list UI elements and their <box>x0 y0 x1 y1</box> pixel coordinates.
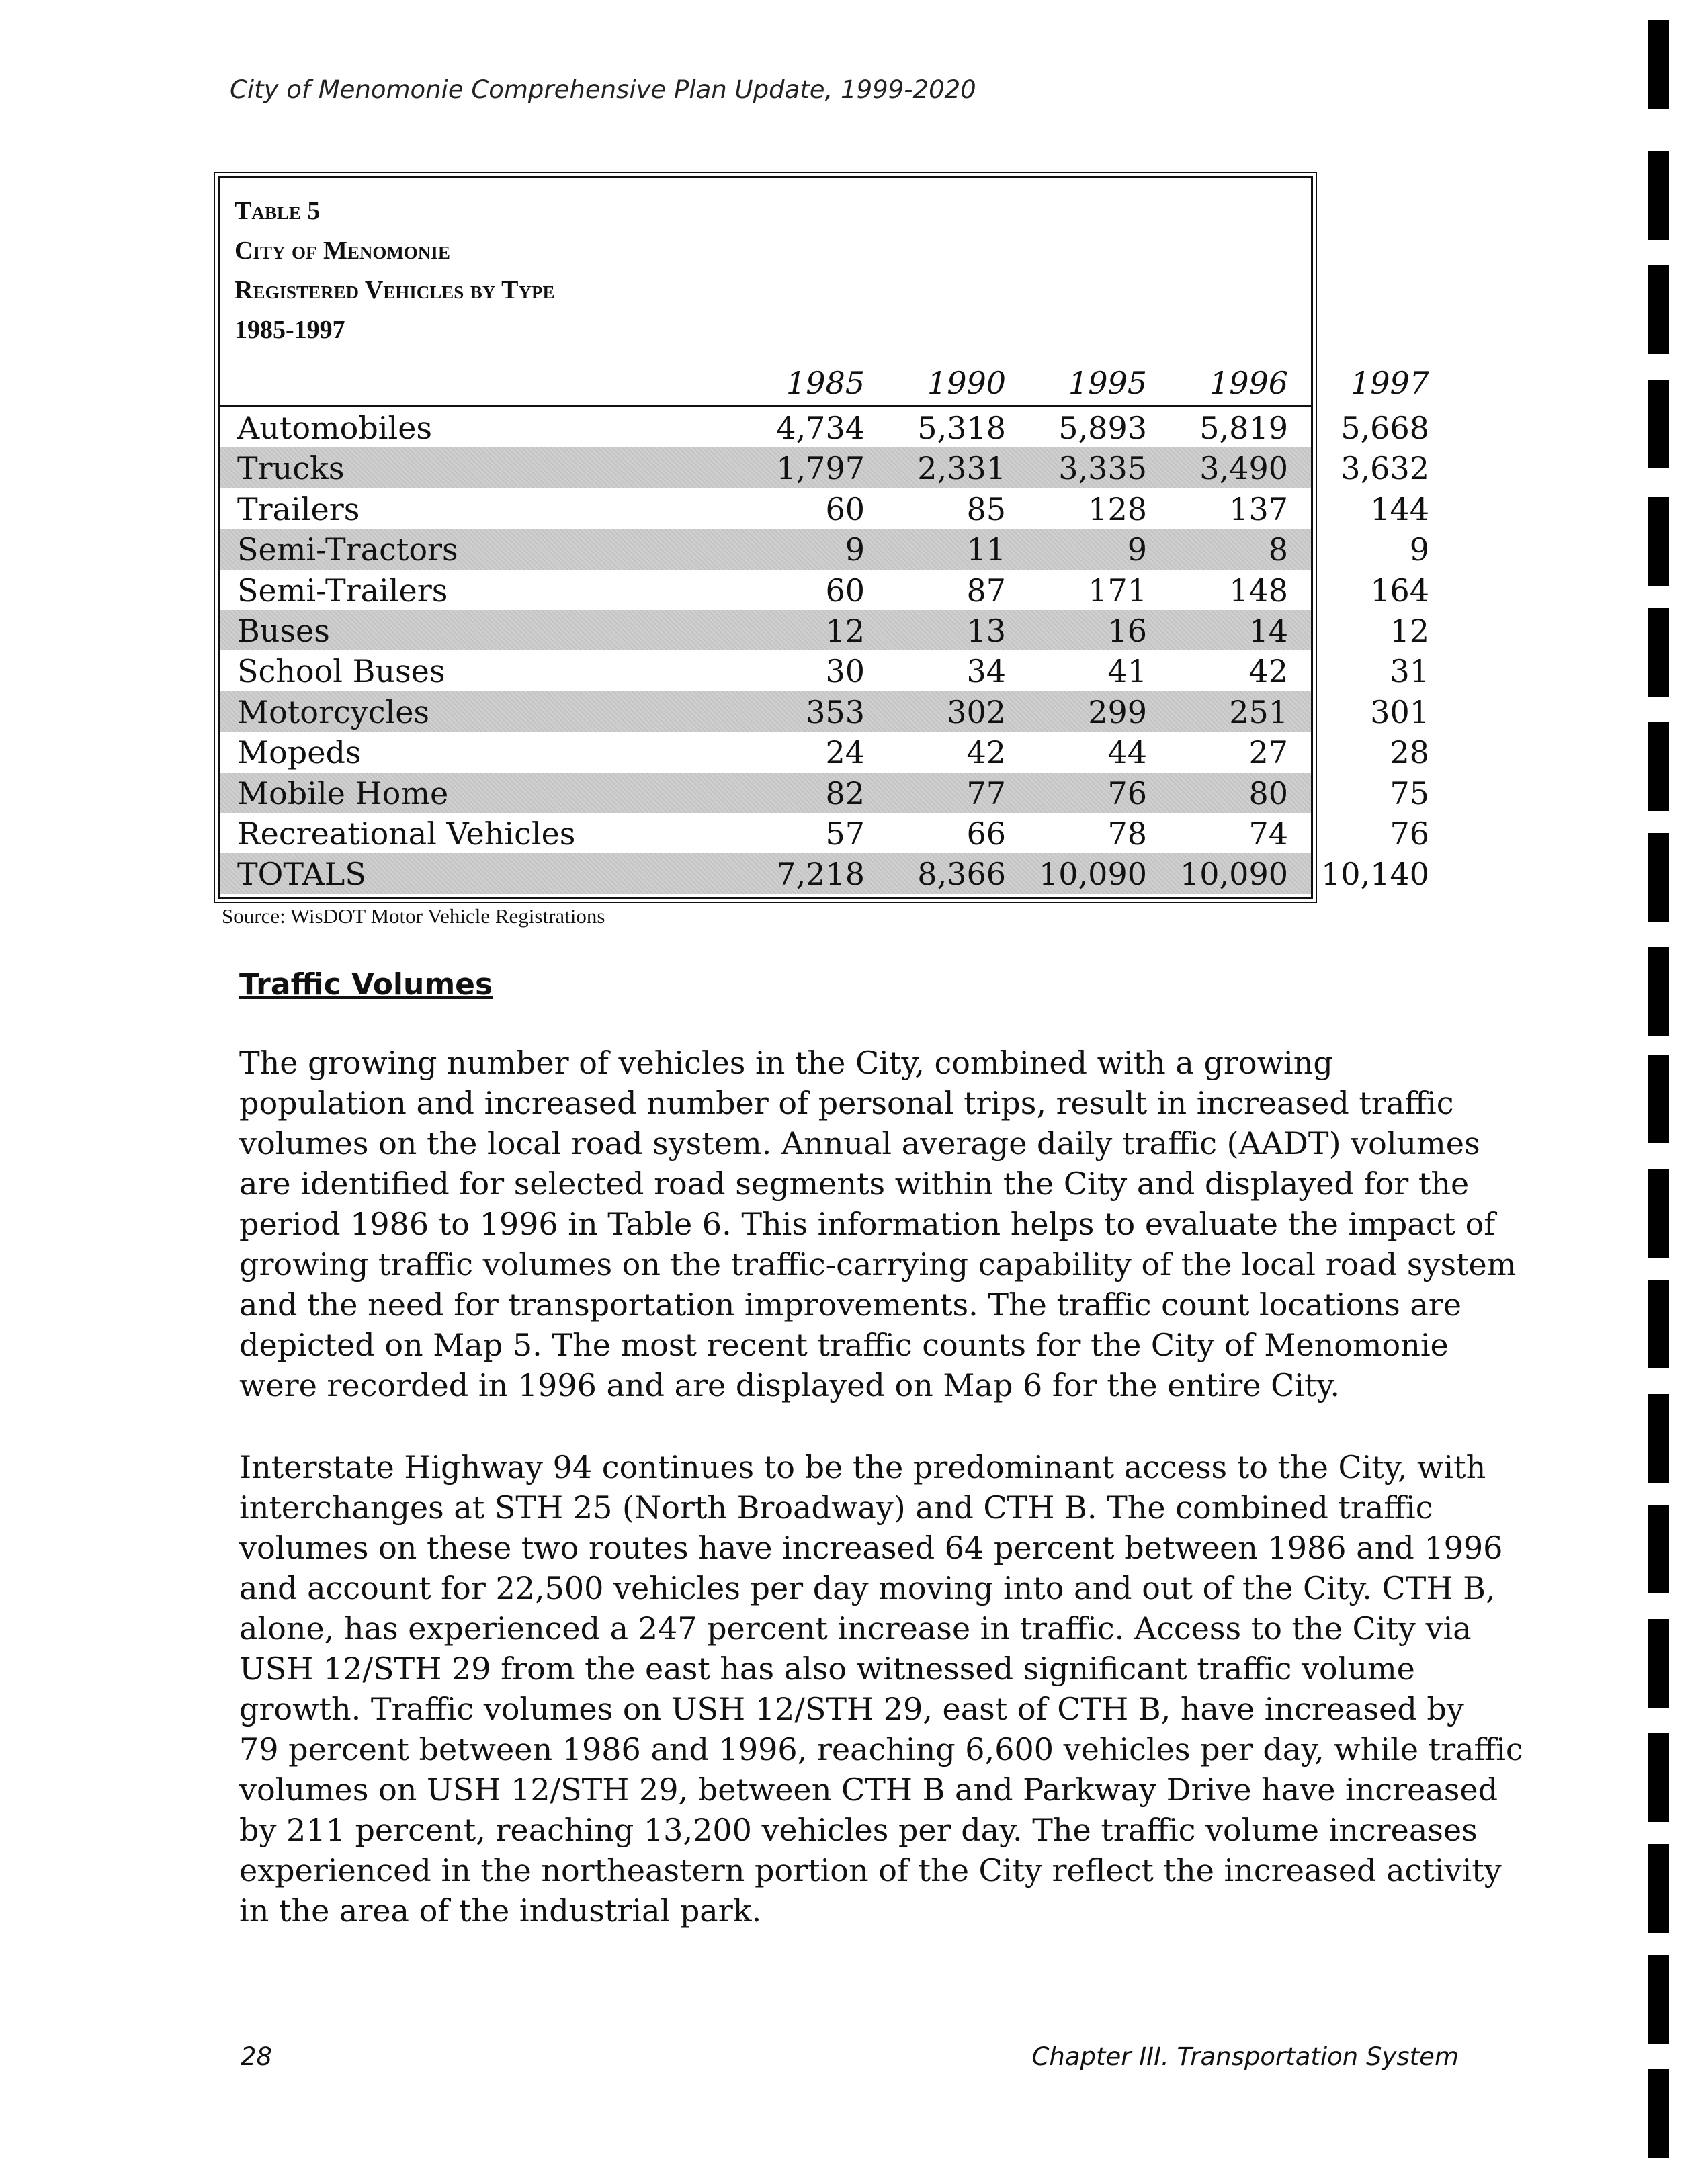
row-label: TOTALS <box>237 856 366 893</box>
table-cell: 8,366 <box>917 856 1006 893</box>
row-label: School Buses <box>237 653 445 690</box>
table-title-line: Registered Vehicles by Type <box>235 276 555 304</box>
row-label: Mobile Home <box>237 775 449 812</box>
binding-mark <box>1648 1394 1669 1483</box>
paragraph <box>239 1447 1523 1931</box>
table-cell: 251 <box>1229 693 1288 730</box>
table-cell: 11 <box>966 531 1006 568</box>
paragraph-line: Interstate Highway 94 continues to be the predominant access to the City, with <box>239 1449 1486 1485</box>
column-header-year: 1997 <box>1350 365 1429 401</box>
binding-mark <box>1648 497 1669 586</box>
binding-marks <box>1648 0 1674 2184</box>
table-cell: 10,140 <box>1321 856 1429 893</box>
table-cell: 7,218 <box>776 856 865 893</box>
table-source-note: Source: WisDOT Motor Vehicle Registrations <box>222 904 605 928</box>
paragraph-line: interchanges at STH 25 (North Broadway) and CTH B. The combined traffic <box>239 1489 1433 1526</box>
table-cell: 85 <box>966 490 1006 527</box>
table-row <box>220 691 1429 732</box>
table-cell: 14 <box>1248 612 1288 649</box>
paragraph-line: USH 12/STH 29 from the east has also witnessed significant traffic volume <box>239 1651 1415 1687</box>
page-number: 28 <box>241 2042 273 2071</box>
binding-mark <box>1648 1505 1669 1593</box>
table-cell: 3,632 <box>1341 450 1429 487</box>
table-cell: 13 <box>966 612 1006 649</box>
row-label: Mopeds <box>237 734 362 771</box>
table-cell: 5,668 <box>1341 410 1429 446</box>
paragraph-line: volumes on USH 12/STH 29, between CTH B and Parkway Drive have increased <box>239 1772 1498 1808</box>
table-cell: 80 <box>1248 775 1288 812</box>
row-label: Recreational Vehicles <box>237 815 576 852</box>
table-cell: 5,893 <box>1058 410 1147 446</box>
binding-mark <box>1648 1733 1669 1822</box>
row-label: Trucks <box>237 450 345 487</box>
binding-mark <box>1648 1169 1669 1258</box>
paragraph-line: depicted on Map 5. The most recent traffic counts for the City of Menomonie <box>239 1327 1449 1363</box>
table-cell: 27 <box>1248 734 1288 771</box>
table-cell: 76 <box>1107 775 1147 812</box>
row-label: Motorcycles <box>237 693 430 730</box>
table-body <box>220 407 1429 894</box>
binding-mark <box>1648 947 1669 1036</box>
table-cell: 76 <box>1390 815 1429 852</box>
paragraph-line: volumes on the local road system. Annual average daily traffic (AADT) volumes <box>239 1125 1480 1162</box>
chapter-footer: Chapter III. Transportation System <box>1031 2042 1459 2071</box>
table-cell: 77 <box>966 775 1006 812</box>
table-cell: 30 <box>825 653 865 690</box>
paragraph-line: growth. Traffic volumes on USH 12/STH 29, east of CTH B, have increased by <box>239 1691 1464 1727</box>
table-title <box>235 191 554 350</box>
table-row <box>220 488 1429 529</box>
row-label: Semi-Tractors <box>237 531 458 568</box>
table-cell: 60 <box>825 490 865 527</box>
table-cell: 57 <box>825 815 865 852</box>
table-cell: 82 <box>825 775 865 812</box>
table-row <box>220 773 1429 813</box>
table-cell: 31 <box>1390 653 1429 690</box>
table-title-line: 1985-1997 <box>235 316 345 344</box>
binding-mark <box>1648 1619 1669 1708</box>
table-cell: 10,090 <box>1180 856 1288 893</box>
table-cell: 12 <box>1390 612 1429 649</box>
row-label: Semi-Trailers <box>237 572 448 609</box>
table-title-line: Table 5 <box>235 197 321 225</box>
paragraph-line: alone, has experienced a 247 percent increase in traffic. Access to the City via <box>239 1610 1472 1647</box>
table-row <box>220 610 1429 650</box>
paragraph-line: period 1986 to 1996 in Table 6. This information helps to evaluate the impact of <box>239 1206 1496 1242</box>
table-cell: 34 <box>966 653 1006 690</box>
section-heading: Traffic Volumes <box>239 967 493 1002</box>
table-cell: 144 <box>1370 490 1429 527</box>
table-column-headers <box>220 365 1429 407</box>
table-row <box>220 813 1429 853</box>
table-row <box>220 447 1429 488</box>
table-cell: 3,335 <box>1058 450 1147 487</box>
table-cell: 74 <box>1248 815 1288 852</box>
table-cell: 4,734 <box>776 410 865 446</box>
column-header-year: 1996 <box>1209 365 1288 401</box>
table-cell: 41 <box>1107 653 1147 690</box>
table-row <box>220 732 1429 772</box>
table-cell: 42 <box>966 734 1006 771</box>
table-cell: 3,490 <box>1199 450 1288 487</box>
column-header-year: 1995 <box>1068 365 1147 401</box>
table-cell: 28 <box>1390 734 1429 771</box>
binding-mark <box>1648 380 1669 468</box>
paragraph-line: and account for 22,500 vehicles per day moving into and out of the City. CTH B, <box>239 1570 1496 1606</box>
paragraph-line: volumes on these two routes have increased 64 percent between 1986 and 1996 <box>239 1530 1503 1566</box>
paragraph <box>239 1043 1517 1405</box>
binding-mark <box>1648 151 1669 240</box>
table-row <box>220 529 1429 569</box>
table-cell: 9 <box>1409 531 1429 568</box>
binding-mark <box>1648 1280 1669 1368</box>
paragraph-line: The growing number of vehicles in the City, combined with a growing <box>239 1045 1333 1081</box>
table-cell: 302 <box>947 693 1006 730</box>
table-cell: 75 <box>1390 775 1429 812</box>
row-label: Buses <box>237 612 330 649</box>
paragraph-line: and the need for transportation improvements. The traffic count locations are <box>239 1286 1461 1323</box>
binding-mark <box>1648 608 1669 697</box>
table-cell: 5,819 <box>1199 410 1288 446</box>
paragraph-line: growing traffic volumes on the traffic-carrying capability of the local road system <box>239 1246 1517 1282</box>
table-row <box>220 570 1429 610</box>
table-cell: 5,318 <box>917 410 1006 446</box>
paragraph-line: 79 percent between 1986 and 1996, reaching 6,600 vehicles per day, while traffic <box>239 1731 1523 1767</box>
paragraph-line: experienced in the northeastern portion of the City reflect the increased activity <box>239 1852 1502 1888</box>
table-cell: 128 <box>1088 490 1147 527</box>
table-cell: 171 <box>1088 572 1147 609</box>
table-cell: 301 <box>1370 693 1429 730</box>
running-header: City of Menomonie Comprehensive Plan Update, 1999-2020 <box>230 75 976 104</box>
table-cell: 10,090 <box>1039 856 1147 893</box>
table-row <box>220 407 1429 447</box>
row-label: Trailers <box>237 490 360 527</box>
binding-mark <box>1648 1055 1669 1143</box>
table-row <box>220 650 1429 691</box>
table-cell: 2,331 <box>917 450 1006 487</box>
row-label: Automobiles <box>237 410 433 446</box>
paragraph-line: are identified for selected road segments within the City and displayed for the <box>239 1166 1470 1202</box>
table-cell: 66 <box>966 815 1006 852</box>
binding-mark <box>1648 2069 1669 2158</box>
table-cell: 299 <box>1088 693 1147 730</box>
table-cell: 12 <box>825 612 865 649</box>
table-cell: 78 <box>1107 815 1147 852</box>
binding-mark <box>1648 722 1669 811</box>
table-cell: 148 <box>1229 572 1288 609</box>
binding-mark <box>1648 20 1669 109</box>
paragraph-line: population and increased number of personal trips, result in increased traffic <box>239 1085 1454 1121</box>
table-cell: 42 <box>1248 653 1288 690</box>
table-cell: 9 <box>845 531 865 568</box>
table-cell: 164 <box>1370 572 1429 609</box>
table-cell: 9 <box>1127 531 1147 568</box>
binding-mark <box>1648 265 1669 354</box>
table-cell: 8 <box>1268 531 1288 568</box>
column-header-year: 1990 <box>927 365 1006 401</box>
table-cell: 60 <box>825 572 865 609</box>
binding-mark <box>1648 833 1669 922</box>
paragraph-line: in the area of the industrial park. <box>239 1892 762 1929</box>
table-cell: 87 <box>966 572 1006 609</box>
table-cell: 137 <box>1229 490 1288 527</box>
table-cell: 16 <box>1107 612 1147 649</box>
binding-mark <box>1648 1844 1669 1933</box>
table-cell: 353 <box>806 693 865 730</box>
table-totals-row <box>220 853 1429 893</box>
table-cell: 44 <box>1107 734 1147 771</box>
table-title-line: City of Menomonie <box>235 236 450 265</box>
vehicle-registration-table <box>218 176 1429 899</box>
paragraph-line: were recorded in 1996 and are displayed on Map 6 for the entire City. <box>239 1367 1340 1403</box>
paragraph-line: by 211 percent, reaching 13,200 vehicles per day. The traffic volume increases <box>239 1812 1478 1848</box>
column-header-year: 1985 <box>786 365 865 401</box>
table-cell: 1,797 <box>776 450 865 487</box>
binding-mark <box>1648 1955 1669 2044</box>
table-cell: 24 <box>825 734 865 771</box>
